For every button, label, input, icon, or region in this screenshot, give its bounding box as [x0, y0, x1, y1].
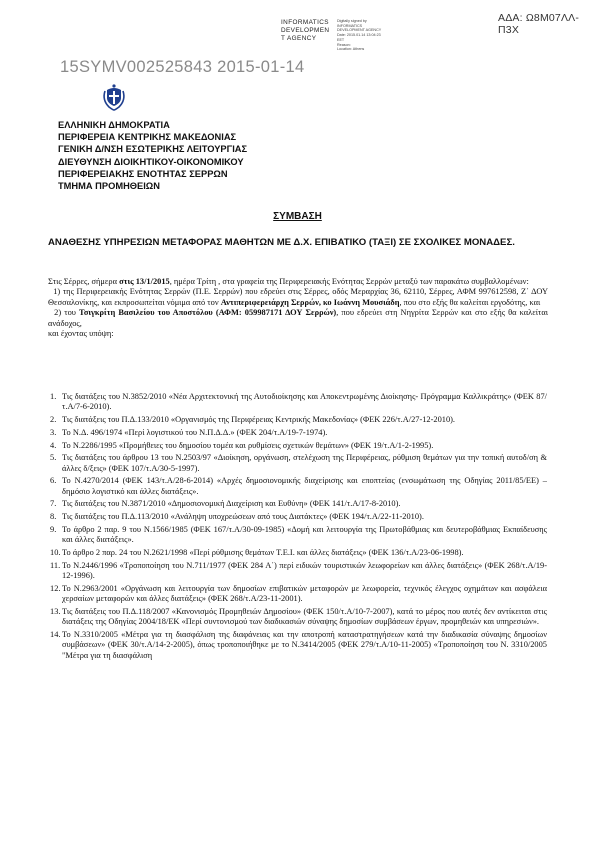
item-number: 2. [50, 415, 57, 425]
signature-line: Digitally signed by [337, 19, 367, 23]
party-one-text: , που στο εξής θα καλείται εργοδότης, και [399, 297, 541, 307]
digital-signature-info [337, 19, 381, 52]
item-text: Τις διατάξεις του Ν.3871/2010 «Δημοσιονομική Διαχείριση και Ευθύνη» (ΦΕΚ 141/τ.Α/17-8-2010). [62, 499, 401, 509]
item-text: Τις διατάξεις του Π.Δ.118/2007 «Κανονισμός Προμηθειών Δημοσίου» (ΦΕΚ 150/τ.Α/10-7-2007), κατά το μέρος που αυτές δεν αντίκειται στις διατάξεις της Οδηγίας 2004/18/ΕΚ «Περί συντονισμού των διαδικασιών σύναψης δημοσίων συμβάσεων έργων, προμηθειών και υπηρεσιών». [62, 606, 547, 627]
agency-label-line: T AGENCY [281, 35, 317, 42]
item-number: 8. [50, 512, 57, 522]
signature-line: DEVELOPMENT AGENCY [337, 28, 382, 33]
header-line: ΓΕΝΙΚΗ Δ/ΝΣΗ ΕΣΩΤΕΡΙΚΗΣ ΛΕΙΤΟΥΡΓΙΑΣ [58, 144, 248, 155]
informatics-agency-label [281, 19, 329, 43]
item-text: Τις διατάξεις του Π.Δ.133/2010 «Οργανισμός της Περιφέρειας Κεντρικής Μακεδονίας» (ΦΕΚ 226/τ.Α/27-12-2010). [62, 415, 456, 425]
consideration-item [50, 584, 547, 605]
agency-label-line: INFORMATICS [281, 19, 329, 26]
item-number: 4. [50, 440, 57, 450]
item-number: 9. [50, 524, 57, 534]
header-line: ΤΜΗΜΑ ΠΡΟΜΗΘΕΙΩΝ [58, 181, 160, 192]
intro-paragraph [48, 277, 548, 287]
intro-text: Στις Σέρρες, σήμερα [48, 277, 120, 286]
party-two-text: , που εδρεύει στη Νηγρίτα Σερρών και στο εξής θα καλείται ανάδοχος, [48, 308, 548, 328]
item-text: Το Ν.3310/2005 «Μέτρα για τη διασφάλιση της διαφάνειας και την αποτροπή καταστρατηγήσεων κατά την διαδικασία σύναψης δημοσίων συμβάσεων» (ΦΕΚ 30/τ.Α/14-2-2005), όπως τροποποιήθηκε με το Ν.3414/2005 (ΦΕΚ 279/τ.Α/10-11-2005) «Τροποποίηση του Ν. 3310/2005 "Μέτρα για τη διασφάλιση [62, 629, 547, 660]
item-text: Τις διατάξεις του Ν.3852/2010 «Νέα Αρχιτεκτονική της Αυτοδιοίκησης και Αποκεντρωμένης Διοίκησης- Πρόγραμμα Καλλικράτης» (ΦΕΚ 87/τ.Α/7-6-2010). [62, 392, 547, 412]
document-title: ΣΥΜΒΑΣΗ [273, 211, 322, 222]
issuing-authority-header [58, 119, 247, 192]
item-number: 6. [50, 476, 57, 486]
item-text: Το Ν.Δ. 496/1974 «Περί λογιστικού του Ν.Π.Δ.Δ.» (ΦΕΚ 204/τ.Α/19-7-1974). [62, 427, 328, 437]
item-number: 14. [50, 629, 61, 639]
item-text: Το Ν.2446/1996 «Τροποποίηση του Ν.711/1977 (ΦΕΚ 284 Α΄) περί ειδικών τουριστικών λεωφορείων και άλλες διατάξεις» (ΦΕΚ 268/τ.Α/19-12-1996). [62, 560, 547, 581]
header-line: ΔΙΕΥΘΥΝΣΗ ΔΙΟΙΚΗΤΙΚΟΥ-ΟΙΚΟΝΟΜΙΚΟΥ [58, 156, 244, 167]
item-number: 12. [50, 583, 61, 593]
signature-line: EET [337, 37, 345, 42]
consideration-item [50, 525, 547, 546]
item-text: Το άρθρο 2 παρ. 24 του Ν.2621/1998 «Περί ρύθμισης θεμάτων Τ.Ε.Ι. και άλλες διατάξεις» (ΦΕΚ 136/τ.Α/23-06-1998). [62, 547, 464, 557]
agency-label-line: DEVELOPMEN [281, 27, 330, 34]
party-one-representative: Αντιπεριφερειάρχη Σερρών, κο Ιωάννη Μουσιάδη [220, 297, 400, 307]
consideration-item [50, 476, 547, 497]
contract-subject: ΑΝΑΘΕΣΗΣ ΥΠΗΡΕΣΙΩΝ ΜΕΤΑΦΟΡΑΣ ΜΑΘΗΤΩΝ ΜΕ Δ.Χ. ΕΠΙΒΑΤΙΚΟ (ΤΑΞΙ) ΣΕ ΣΧΟΛΙΚΕΣ ΜΟΝΑΔΕΣ. [48, 237, 515, 248]
party-one [48, 287, 548, 308]
party-one-text: 1) της Περιφερειακής Ενότητας Σερρών (Π.Ε. Σερρών) που εδρεύει στις Σέρρες, οδός Μεραρχίας 36, 62110, Σέρρες, ΑΦΜ 997612598, Ζ΄ ΔΟΥ Θεσσαλονίκης, και εκπροσωπείται νόμιμα από τον [48, 287, 549, 307]
signature-line: Reason: [337, 42, 351, 47]
contract-parties [48, 277, 548, 339]
header-line: ΕΛΛΗΝΙΚΗ ΔΗΜΟΚΡΑΤΙΑ [58, 120, 170, 130]
item-text: Το Ν.2963/2001 «Οργάνωση και λειτουργία των δημοσίων επιβατικών μεταφορών με λεωφορεία, τεχνικός έλεγχος οχημάτων και ασφάλεια χερσαίων μεταφορών και άλλες διατάξεις» (ΦΕΚ 268/τ.Α/23-11-2001). [62, 583, 547, 604]
consideration-item [50, 441, 547, 451]
item-number: 3. [50, 427, 57, 437]
consideration-item [50, 561, 547, 582]
item-number: 13. [50, 606, 61, 616]
item-number: 10. [50, 547, 61, 557]
party-two-text: 2) του [54, 308, 80, 318]
party-two-name: Τσιγκρίτη Βασιλείου του Αποστόλου (ΑΦΜ: 059987171 ΔΟΥ Σερρών) [79, 308, 337, 318]
consideration-item [50, 512, 547, 522]
party-two [48, 308, 548, 329]
consideration-item [50, 392, 547, 413]
item-text: Τις διατάξεις του άρθρου 13 του Ν.2503/97 «Διοίκηση, οργάνωση, στελέχωση της Περιφέρειας, ρύθμιση θεμάτων για την τοπική αυτοδ/ση & άλλες δ/ξεις» (ΦΕΚ 107/τ.Α/30-5-1997). [62, 453, 547, 473]
ada-number: ΑΔΑ: Ω8Μ07ΛΛ-Π3Χ [498, 12, 580, 36]
item-number: 7. [50, 499, 57, 509]
contract-date: στις 13/1/2015 [119, 277, 170, 286]
protocol-number: 15SYMV002525843 2015-01-14 [60, 58, 305, 76]
consideration-item [50, 630, 547, 661]
header-line: ΠΕΡΙΦΕΡΕΙΑΚΗΣ ΕΝΟΤΗΤΑΣ ΣΕΡΡΩΝ [58, 168, 228, 179]
item-number: 11. [50, 560, 61, 570]
item-text: Το Ν.2286/1995 «Προμήθειες του δημοσίου τομέα και ρυθμίσεις σχετικών θεμάτων» (ΦΕΚ 19/τ.Α/1-2-1995). [62, 440, 434, 450]
item-text: Το άρθρο 2 παρ. 9 του Ν.1566/1985 (ΦΕΚ 167/τ.Α/30-09-1985) «Δομή και λειτουργία της Πρωτοβάθμιας και δευτεροβάθμιας Εκπαίδευσης και άλλες διατάξεις». [62, 524, 547, 545]
item-number: 5. [50, 453, 57, 463]
consideration-item [50, 415, 547, 425]
signature-line: Location: Athens [337, 47, 365, 52]
consideration-item [50, 548, 547, 558]
considering-heading: και έχοντας υπόψη: [48, 329, 114, 339]
consideration-item [50, 499, 547, 509]
header-line: ΠΕΡΙΦΕΡΕΙΑ ΚΕΝΤΡΙΚΗΣ ΜΑΚΕΔΟΝΙΑΣ [58, 132, 237, 143]
signature-line: INFORMATICS [337, 23, 363, 28]
legal-considerations-list [50, 392, 547, 664]
item-number: 1. [50, 392, 57, 401]
intro-text: , ημέρα Τρίτη , στα γραφεία της Περιφερειακής Ενότητας Σερρών μεταξύ των παρακάτω συμβαλλομένων: [169, 277, 529, 286]
consideration-item [50, 607, 547, 628]
consideration-item [50, 428, 547, 438]
item-text: Το Ν.4270/2014 (ΦΕΚ 143/τ.Α/28-6-2014) «Αρχές δημοσιονομικής διαχείρισης και εποπτείας (ενσωμάτωση της Οδηγίας 2011/85/ΕΕ) – δημόσιο λογιστικό και άλλες διατάξεις». [62, 476, 547, 496]
consideration-item [50, 453, 547, 474]
signature-line: Date: 2015.01.14 13:04:23 [337, 33, 381, 38]
greek-emblem-icon [101, 82, 127, 112]
item-text: Τις διατάξεις του Π.Δ.113/2010 «Ανάληψη υποχρεώσεων από τους Διατάκτες» (ΦΕΚ 194/τ.Α/22-11-2010). [62, 512, 424, 522]
